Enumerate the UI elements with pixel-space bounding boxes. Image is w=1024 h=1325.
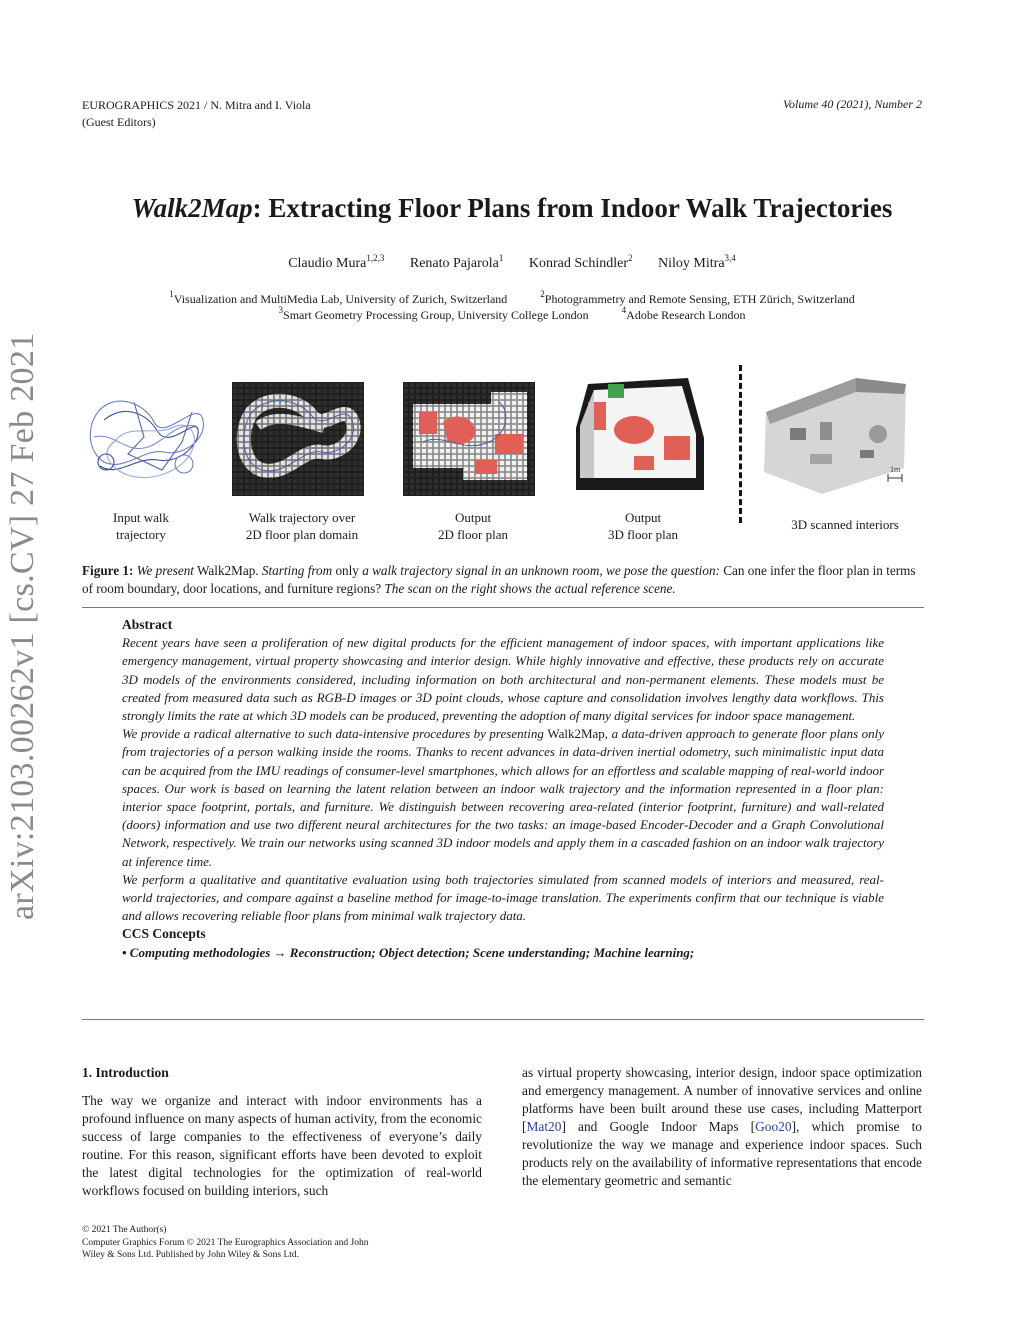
author: Niloy Mitra$^{3,4}$ <box>658 253 736 271</box>
panel-caption-output-2d: Output 2D floor plan <box>437 510 509 542</box>
arxiv-stamp: arXiv:2103.00262v1 [cs.CV] 27 Feb 2021 <box>4 332 41 920</box>
floor-plan-2d-svg <box>403 382 535 496</box>
input-trajectory-image <box>84 382 214 492</box>
abstract-paragraph: Recent years have seen a proliferation of new digital products for the efficient management of indoor spaces, with important applications like emergency management, virtual property showcasing and interior design. While highly innovative and effective, these products rely on accurate 3D models of the environments considered, including information on both architectural and non-permanent elements. These models must be created from measured data such as RGB-D images or 3D point clouds, whose capture and consolidation involves lengthy data workflows. This strongly limits the rate at which 3D models can be produced, preventing the adoption of many digital services for indoor space management. <box>122 635 884 724</box>
output-3d-floor-plan-image <box>568 378 710 498</box>
scan-3d-svg <box>760 372 910 496</box>
citation-link[interactable]: Goo20 <box>755 1119 792 1134</box>
author: Claudio Mura$^{1,2,3}$ <box>288 253 385 271</box>
figure-divider <box>739 365 742 523</box>
copyright-footer: © 2021 The Author(s) Computer Graphics Forum © 2021 The Eurographics Association and John Wiley & Sons Ltd. Published by John Wiley & Sons Ltd. <box>82 1225 369 1260</box>
paper-title <box>0 193 1024 224</box>
panel-caption-walk-over-domain: Walk trajectory over 2D floor plan domain <box>245 510 359 542</box>
panel-caption-input: Input walk trajectory <box>113 510 169 542</box>
intro-paragraph: The way we organize and interact with indoor environments has a profound influence on many aspects of human activity, from the economic success of large companies to the effectiveness of everyone’s daily routine. For this reason, significant efforts have been devoted to exploit the latest digital technologies for the optimization of real-world workflows focused on building interiors, such <box>82 1093 482 1198</box>
author: Konrad Schindler$^2$ <box>528 253 633 271</box>
ccs-heading: CCS Concepts <box>122 926 206 942</box>
intro-paragraph: as virtual property showcasing, interior design, indoor space optimization and emergency management. A number of innovative services and online platforms have been built around these use cases, including Matterport [Mat20] and Google Indoor Maps [Goo20], which promise to revolutionize the way we manage and experience indoor spaces. Such products rely on the availability of informative representations that encode the elementary geometric and semantic <box>522 1065 922 1188</box>
citation-link[interactable]: Mat20 <box>526 1119 562 1134</box>
scanned-interior-image <box>760 372 910 496</box>
figure-caption: Figure 1: We present Walk2Map. Starting from only a walk trajectory signal in an unknown room, we pose the question: Can one infer the floor plan in terms of room boundary, door locations, and furniture regions? The scan on the right shows the actual reference scene. <box>82 563 916 596</box>
affiliation: $^2$Photogrammetry and Remote Sensing, ETH Zürich, Switzerland <box>540 289 855 306</box>
trajectory-grid-image <box>232 382 364 496</box>
rule-top <box>82 607 924 608</box>
title-italic: Walk2Map <box>131 193 253 223</box>
affiliation: $^1$Visualization and MultiMedia Lab, University of Zurich, Switzerland <box>169 289 508 306</box>
title-rest: : Extracting Floor Plans from Indoor Walk Trajectories <box>252 193 893 223</box>
author: Renato Pajarola$^1$ <box>409 253 504 271</box>
section-heading: 1. Introduction <box>82 1065 169 1080</box>
intro-left-column <box>82 1064 482 1200</box>
figure-label: Figure 1: <box>82 563 134 578</box>
author-list <box>0 253 1024 272</box>
affiliation: $^4$Adobe Research London <box>621 305 746 322</box>
scale-label: 1m <box>890 465 901 474</box>
panel-caption-scanned: 3D scanned interiors <box>791 517 899 532</box>
panel-caption-output-3d: Output 3D floor plan <box>607 510 679 542</box>
ccs-concepts: • Computing methodologies → Reconstruction; Object detection; Scene understanding; Machine learning; <box>122 944 695 960</box>
abstract-heading: Abstract <box>122 617 173 632</box>
abstract-paragraph: We perform a qualitative and quantitative evaluation using both trajectories simulated from scanned models of interiors and measured, real-world trajectories, and compare against a baseline method for image-to-image translation. The experiments confirm that our technique is viable and allows recovering reliable floor plans from minimal walk trajectory data. <box>122 871 884 924</box>
affiliation: $^3$Smart Geometry Processing Group, University College London <box>278 305 589 322</box>
output-2d-floor-plan-image <box>403 382 535 496</box>
volume-line: Volume 40 (2021), Number 2 <box>783 97 922 111</box>
trajectory-grid-svg <box>232 382 364 496</box>
running-header <box>82 97 311 131</box>
affiliations-row-1 <box>0 289 1024 307</box>
intro-right-column <box>522 1064 922 1190</box>
rule-bottom <box>82 1019 924 1020</box>
affiliations-row-2 <box>0 305 1024 323</box>
abstract <box>122 616 884 962</box>
floor-plan-3d-svg <box>568 378 710 498</box>
guest-editors-line: (Guest Editors) <box>82 115 156 129</box>
conference-line: EUROGRAPHICS 2021 / N. Mitra and I. Viola <box>82 98 311 112</box>
abstract-paragraph: We provide a radical alternative to such data-intensive procedures by presenting Walk2Map, a data-driven approach to generate floor plans only from trajectories of a person walking inside the rooms. Thanks to recent advances in data-driven inertial odometry, such minimalistic input data can be acquired from the IMU readings of consumer-level smartphones, which allows for an effortless and scalable mapping of real-world indoor spaces. Our work is based on learning the latent relation between an indoor walk trajectory and the information represented in a floor plan: interior space footprint, portals, and furniture. We distinguish between recovering area-related (interior footprint, furniture) and wall-related (doors) information and use two different neural architectures for the two tasks: an image-based Encoder-Decoder and a Graph Convolutional Network, respectively. We train our networks using scanned 3D indoor models and apply them in a cascaded fashion on an indoor walk trajectory at inference time. <box>122 726 885 869</box>
